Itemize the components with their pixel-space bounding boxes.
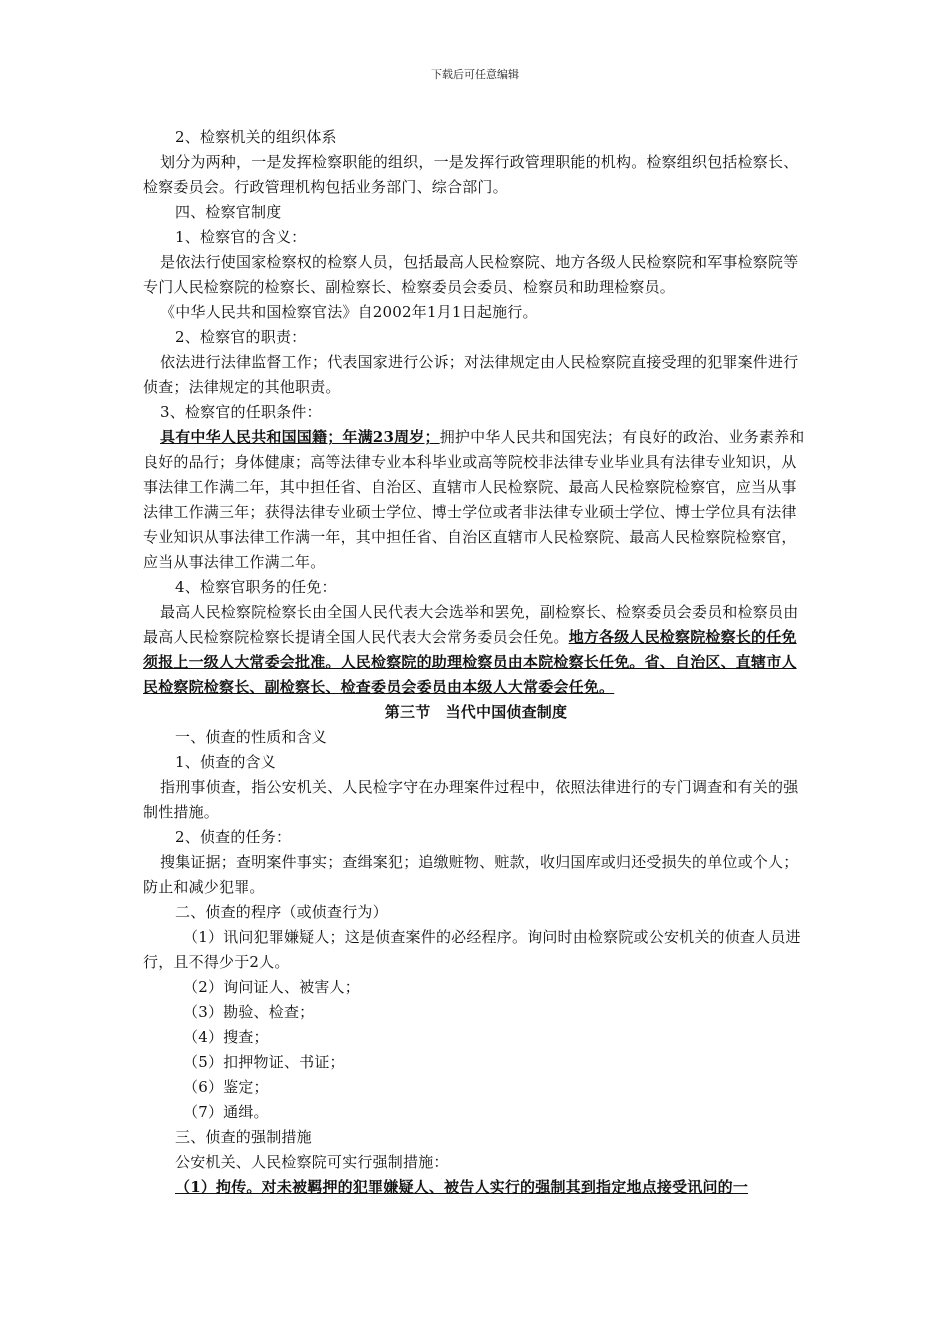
procedure-item-3: （3）勘验、检查； [183, 1003, 315, 1021]
heading-prosecutor-qualifications: 3、检察官的任职条件： [160, 403, 322, 421]
procedure-item-4: （4）搜查； [183, 1028, 269, 1046]
para-prosecutor-meaning: 是依法行使国家检察权的检察人员，包括最高人民检察院、地方各级人民检察院和军事检察院等专门人民检察院的检察长、副检察长、检察委员会委员、检察员和助理检察员。 [143, 253, 799, 296]
procedure-item-1: （1）讯问犯罪嫌疑人；这是侦查案件的必经程序。询问时由检察院或公安机关的侦查人员进行，且不得少于2人。 [143, 928, 801, 971]
para-investigation-meaning: 指刑事侦查，指公安机关、人民检字守在办理案件过程中，依照法律进行的专门调查和有关的强制性措施。 [143, 778, 799, 821]
appointment-plain: 最高人民检察院检察长由全国人民代表大会选举和罢免，副检察长、检察委员会委员和检察员由最高人民检察院检察长提请全国人民代表大会常务委员会任免。 [143, 603, 799, 646]
page-header: 下载后可任意编辑 [431, 68, 519, 81]
appointment-highlight: 地方各级人民检察院检察长的任免须报上一级人大常委会批准。人民检察院的助理检察员由本院检察长任免。省、自治区、直辖市人民检察院检察长、副检察长、检查委员会委员由本级人大常委会任免。 [143, 628, 797, 696]
heading-prosecutor-meaning: 1、检察官的含义： [175, 228, 307, 246]
para-prosecutor-law: 《中华人民共和国检察官法》自2002年1月1日起施行。 [160, 303, 538, 321]
para-investigation-tasks: 搜集证据；查明案件事实；查缉案犯；追缴赃物、赃款，收归国库或归还受损失的单位或个人；防止和减少犯罪。 [143, 853, 799, 896]
heading-coercive-measures: 三、侦查的强制措施 [175, 1128, 312, 1146]
para-org-division: 划分为两种，一是发挥检察职能的组织，一是发挥行政管理职能的机构。检察组织包括检察长、检察委员会。行政管理机构包括业务部门、综合部门。 [143, 153, 799, 196]
procedure-item-5: （5）扣押物证、书证； [183, 1053, 345, 1071]
heading-investigation-meaning: 1、侦查的含义 [175, 753, 276, 771]
heading-appointment: 4、检察官职务的任免： [175, 578, 337, 596]
heading-investigation-procedure: 二、侦查的程序（或侦查行为） [175, 903, 388, 921]
para-prosecutor-qualifications [143, 425, 809, 575]
section-title: 第三节 当代中国侦查制度 [384, 703, 568, 721]
heading-investigation-tasks: 2、侦查的任务： [175, 828, 292, 846]
coercive-item-1: （1）拘传。对未被羁押的犯罪嫌疑人、被告人实行的强制其到指定地点接受讯问的一 [175, 1178, 749, 1196]
para-coercive-intro: 公安机关、人民检察院可实行强制措施： [175, 1153, 449, 1171]
procedure-item-2: （2）询问证人、被害人； [183, 978, 360, 996]
procedure-item-7: （7）通缉。 [183, 1103, 269, 1121]
para-appointment [143, 600, 809, 700]
procedure-item-6: （6）鉴定； [183, 1078, 269, 1096]
heading-investigation-nature: 一、侦查的性质和含义 [175, 728, 328, 746]
heading-prosecutor-duties: 2、检察官的职责： [175, 328, 307, 346]
qualification-rest: 拥护中华人民共和国宪法；有良好的政治、业务素养和良好的品行；身体健康；高等法律专业本科毕业或高等院校非法律专业毕业具有法律专业知识，从事法律工作满二年，其中担任省、自治区、直辖市人民检察院、最高人民检察院检察官，应当从事法律工作满三年；获得法律专业硕士学位、博士学位或者非法律专业硕士学位、博士学位具有法律专业知识从事法律工作满一年，其中担任省、自治区直辖市人民检察院、最高人民检察院检察官，应当从事法律工作满二年。 [143, 428, 805, 571]
qualification-highlight: 具有中华人民共和国国籍；年满23周岁； [160, 428, 440, 446]
para-prosecutor-duties: 依法进行法律监督工作；代表国家进行公诉；对法律规定由人民检察院直接受理的犯罪案件进行侦查；法律规定的其他职责。 [143, 353, 799, 396]
document-body [143, 125, 809, 1200]
heading-org-system: 2、检察机关的组织体系 [175, 128, 337, 146]
heading-prosecutor-system: 四、检察官制度 [175, 203, 282, 221]
